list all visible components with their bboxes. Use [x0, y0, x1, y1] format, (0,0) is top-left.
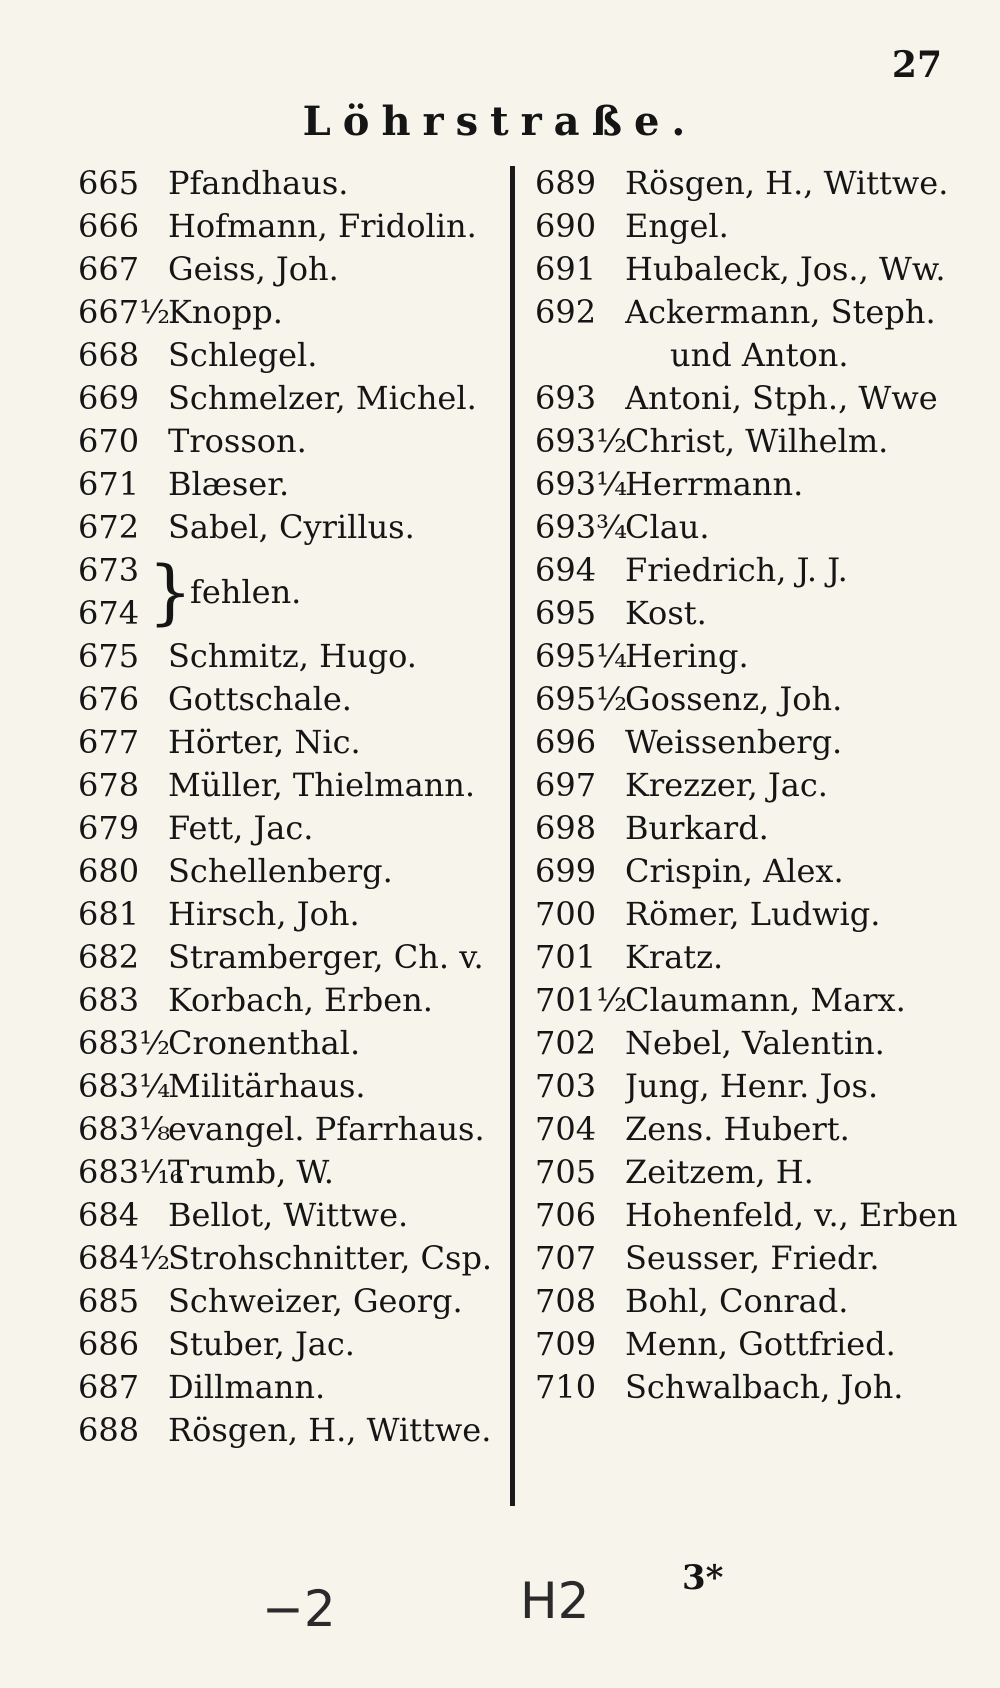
handwritten-mark-right: H2 — [520, 1572, 590, 1630]
house-number: 682 — [78, 938, 140, 976]
resident-name: evangel. Pfarrhaus. — [168, 1110, 485, 1148]
resident-name: Dillmann. — [168, 1368, 326, 1406]
resident-name: Rösgen, H., Wittwe. — [625, 164, 949, 202]
house-number: 693½ — [535, 422, 628, 460]
list-item — [78, 1194, 518, 1237]
house-number: 683¼ — [78, 1067, 171, 1105]
list-item — [535, 1108, 975, 1151]
list-item — [78, 1409, 518, 1452]
list-item — [78, 1151, 518, 1194]
list-item — [535, 1237, 975, 1280]
list-item — [78, 893, 518, 936]
resident-name: Knopp. — [168, 293, 283, 331]
resident-name: Schellenberg. — [168, 852, 393, 890]
resident-name: Hohenfeld, v., Erben — [625, 1196, 958, 1234]
house-number: 698 — [535, 809, 597, 847]
house-number: 678 — [78, 766, 140, 804]
resident-name: Hörter, Nic. — [168, 723, 361, 761]
list-item — [535, 549, 975, 592]
list-item — [78, 764, 518, 807]
resident-name: Korbach, Erben. — [168, 981, 433, 1019]
house-number: 685 — [78, 1282, 140, 1320]
bracket-number-first: 673 — [78, 551, 140, 589]
list-item — [78, 1022, 518, 1065]
house-number: 671 — [78, 465, 140, 503]
resident-name: Militärhaus. — [168, 1067, 366, 1105]
house-number: 701 — [535, 938, 597, 976]
resident-name: Trumb, W. — [168, 1153, 334, 1191]
house-number: 709 — [535, 1325, 597, 1363]
list-item — [535, 893, 975, 936]
resident-name: Blæser. — [168, 465, 290, 503]
house-number: 700 — [535, 895, 597, 933]
list-item — [535, 420, 975, 463]
house-number: 695¼ — [535, 637, 628, 675]
resident-name: Bellot, Wittwe. — [168, 1196, 409, 1234]
list-item — [78, 1366, 518, 1409]
list-item — [78, 420, 518, 463]
list-item — [535, 506, 975, 549]
list-item — [535, 635, 975, 678]
resident-name: Hubaleck, Jos., Ww. — [625, 250, 946, 288]
list-item — [535, 248, 975, 291]
resident-name: Zens. Hubert. — [625, 1110, 850, 1148]
list-item — [535, 764, 975, 807]
list-item — [78, 334, 518, 377]
list-item — [78, 936, 518, 979]
house-number: 703 — [535, 1067, 597, 1105]
resident-name: Ackermann, Steph. — [625, 293, 936, 331]
resident-name: Hirsch, Joh. — [168, 895, 360, 933]
list-item — [78, 248, 518, 291]
house-number: 665 — [78, 164, 140, 202]
house-number: 670 — [78, 422, 140, 460]
list-item — [78, 850, 518, 893]
resident-name: Müller, Thielmann. — [168, 766, 476, 804]
resident-name: Christ, Wilhelm. — [625, 422, 889, 460]
house-number: 696 — [535, 723, 597, 761]
left-column — [78, 162, 518, 1452]
house-number: 694 — [535, 551, 597, 589]
resident-name: Strohschnitter, Csp. — [168, 1239, 493, 1277]
house-number: 691 — [535, 250, 597, 288]
list-item — [78, 721, 518, 764]
bracket-note: fehlen. — [190, 573, 302, 611]
resident-name: Gottschale. — [168, 680, 352, 718]
house-number: 705 — [535, 1153, 597, 1191]
list-item — [535, 678, 975, 721]
resident-name: Pfandhaus. — [168, 164, 349, 202]
resident-name: Schlegel. — [168, 336, 318, 374]
house-number: 683⅛ — [78, 1110, 171, 1148]
house-number: 679 — [78, 809, 140, 847]
missing-numbers-bracket — [78, 549, 518, 635]
list-item — [78, 291, 518, 334]
house-number: 669 — [78, 379, 140, 417]
list-item — [535, 807, 975, 850]
house-number: 707 — [535, 1239, 597, 1277]
list-item — [78, 463, 518, 506]
resident-name: Rösgen, H., Wittwe. — [168, 1411, 492, 1449]
house-number: 672 — [78, 508, 140, 546]
resident-name: Schmitz, Hugo. — [168, 637, 417, 675]
house-number: 680 — [78, 852, 140, 890]
house-number: 681 — [78, 895, 140, 933]
resident-name: Schmelzer, Michel. — [168, 379, 477, 417]
resident-name: Seusser, Friedr. — [625, 1239, 880, 1277]
house-number: 690 — [535, 207, 597, 245]
house-number: 702 — [535, 1024, 597, 1062]
list-item — [535, 1366, 975, 1409]
house-number: 684 — [78, 1196, 140, 1234]
house-number: 683 — [78, 981, 140, 1019]
house-number: 689 — [535, 164, 597, 202]
house-number: 693¾ — [535, 508, 628, 546]
list-item — [535, 463, 975, 506]
house-number: 666 — [78, 207, 140, 245]
right-column — [535, 162, 975, 1409]
house-number: 697 — [535, 766, 597, 804]
list-item — [78, 162, 518, 205]
house-number: 701½ — [535, 981, 628, 1019]
list-item — [78, 377, 518, 420]
list-item — [535, 1194, 975, 1237]
list-item — [78, 1065, 518, 1108]
resident-name: Stramberger, Ch. v. — [168, 938, 484, 976]
curly-brace-icon: } — [148, 551, 193, 633]
list-item — [78, 205, 518, 248]
house-number: 710 — [535, 1368, 597, 1406]
house-number: 693 — [535, 379, 597, 417]
list-item — [78, 1323, 518, 1366]
list-item — [535, 205, 975, 248]
list-item — [535, 592, 975, 635]
list-item — [78, 635, 518, 678]
house-number: 699 — [535, 852, 597, 890]
list-item — [535, 979, 975, 1022]
house-number: 695 — [535, 594, 597, 632]
resident-name: Claumann, Marx. — [625, 981, 906, 1019]
house-number: 704 — [535, 1110, 597, 1148]
house-number: 677 — [78, 723, 140, 761]
resident-name: Burkard. — [625, 809, 769, 847]
list-item — [535, 162, 975, 205]
house-number: 683¹⁄₁₆ — [78, 1153, 183, 1191]
resident-name: Clau. — [625, 508, 710, 546]
list-item — [78, 1108, 518, 1151]
handwritten-mark-left: −2 — [262, 1580, 336, 1638]
resident-name: Bohl, Conrad. — [625, 1282, 849, 1320]
resident-name: Krezzer, Jac. — [625, 766, 828, 804]
list-item — [535, 1280, 975, 1323]
list-item — [535, 291, 975, 334]
house-number: 675 — [78, 637, 140, 675]
resident-name: Geiss, Joh. — [168, 250, 339, 288]
list-item — [535, 721, 975, 764]
resident-name: Fett, Jac. — [168, 809, 314, 847]
resident-name: Jung, Henr. Jos. — [625, 1067, 879, 1105]
street-title: Löhrstraße. — [302, 98, 698, 145]
list-item — [535, 1065, 975, 1108]
house-number: 695½ — [535, 680, 628, 718]
column-divider — [510, 166, 515, 1506]
resident-name: Cronenthal. — [168, 1024, 361, 1062]
resident-name: Schweizer, Georg. — [168, 1282, 463, 1320]
resident-name: Hofmann, Fridolin. — [168, 207, 477, 245]
list-item — [535, 334, 975, 377]
house-number: 706 — [535, 1196, 597, 1234]
house-number: 692 — [535, 293, 597, 331]
bracket-number-second: 674 — [78, 594, 140, 632]
house-number: 693¼ — [535, 465, 628, 503]
house-number: 668 — [78, 336, 140, 374]
resident-name: Herrmann. — [625, 465, 804, 503]
resident-name: Trosson. — [168, 422, 307, 460]
resident-name: Engel. — [625, 207, 729, 245]
resident-name: Kost. — [625, 594, 707, 632]
resident-name: Hering. — [625, 637, 749, 675]
resident-name: Menn, Gottfried. — [625, 1325, 896, 1363]
house-number: 686 — [78, 1325, 140, 1363]
list-item — [535, 936, 975, 979]
house-number: 667½ — [78, 293, 171, 331]
list-item — [535, 850, 975, 893]
list-item — [535, 1323, 975, 1366]
resident-name: Gossenz, Joh. — [625, 680, 843, 718]
house-number: 676 — [78, 680, 140, 718]
list-item — [78, 807, 518, 850]
list-item — [78, 506, 518, 549]
resident-name: Friedrich, J. J. — [625, 551, 848, 589]
sheet-signature: 3* — [682, 1558, 724, 1598]
resident-name: Kratz. — [625, 938, 724, 976]
house-number: 683½ — [78, 1024, 171, 1062]
list-item — [535, 377, 975, 420]
list-item — [78, 678, 518, 721]
resident-name: und Anton. — [670, 336, 849, 374]
house-number: 688 — [78, 1411, 140, 1449]
page-number: 27 — [891, 44, 942, 86]
house-number: 708 — [535, 1282, 597, 1320]
resident-name: Crispin, Alex. — [625, 852, 844, 890]
list-item — [78, 979, 518, 1022]
house-number: 684½ — [78, 1239, 171, 1277]
house-number: 687 — [78, 1368, 140, 1406]
list-item — [535, 1022, 975, 1065]
house-number: 667 — [78, 250, 140, 288]
list-item — [535, 1151, 975, 1194]
resident-name: Schwalbach, Joh. — [625, 1368, 904, 1406]
resident-name: Nebel, Valentin. — [625, 1024, 885, 1062]
resident-name: Sabel, Cyrillus. — [168, 508, 415, 546]
resident-name: Zeitzem, H. — [625, 1153, 814, 1191]
resident-name: Römer, Ludwig. — [625, 895, 881, 933]
list-item — [78, 1237, 518, 1280]
list-item — [78, 1280, 518, 1323]
resident-name: Stuber, Jac. — [168, 1325, 355, 1363]
resident-name: Weissenberg. — [625, 723, 843, 761]
resident-name: Antoni, Stph., Wwe — [625, 379, 938, 417]
